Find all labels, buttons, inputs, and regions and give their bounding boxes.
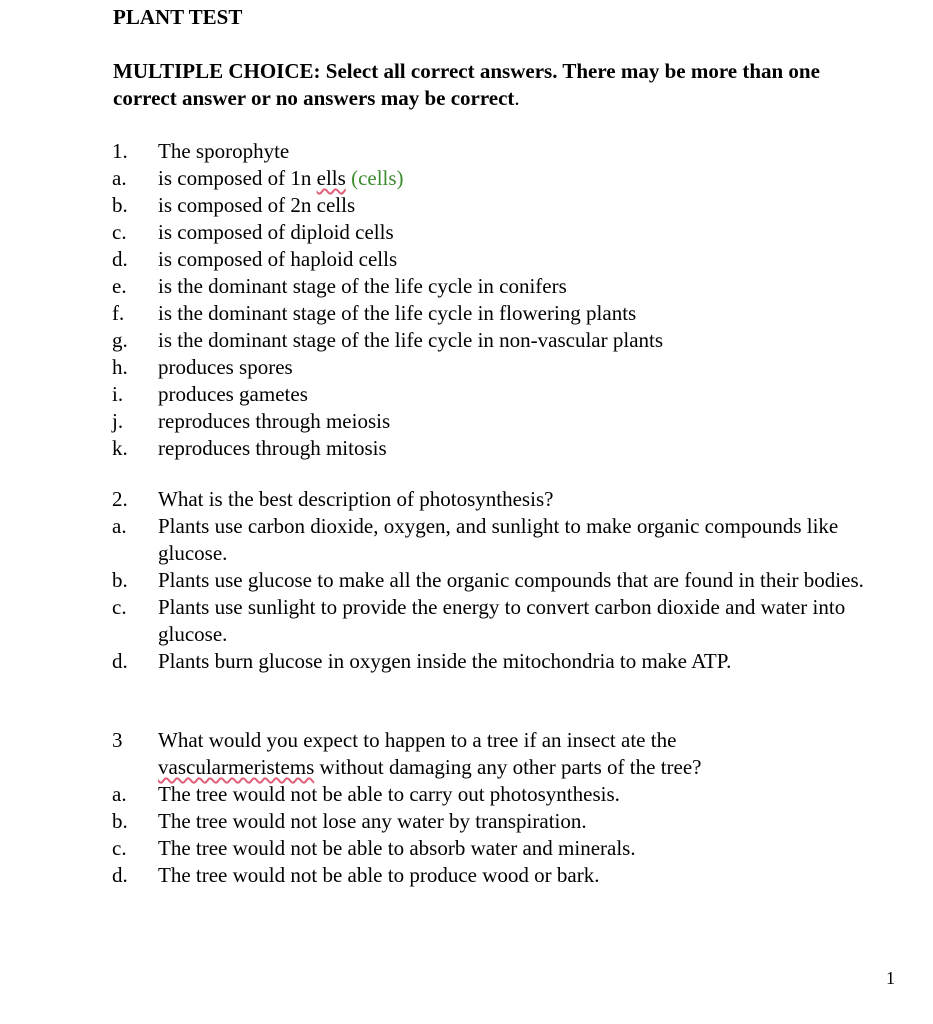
answer-option-d <box>0 862 933 889</box>
answer-option-g <box>0 327 933 354</box>
answer-option-d <box>0 246 933 273</box>
option-text: Plants use sunlight to provide the energy to convert carbon dioxide and water into glucose. <box>158 595 846 646</box>
answer-option-a <box>0 781 933 808</box>
answer-option-h <box>0 354 933 381</box>
answer-option-c <box>0 835 933 862</box>
option-letter: c. <box>112 220 127 244</box>
option-letter: a. <box>112 166 127 190</box>
question-3 <box>0 727 933 889</box>
option-text: Plants use glucose to make all the organic compounds that are found in their bodies. <box>158 568 864 592</box>
option-letter: d. <box>112 649 128 673</box>
answer-option-b <box>0 808 933 835</box>
option-letter: e. <box>112 274 127 298</box>
option-letter: b. <box>112 809 128 833</box>
option-text: produces gametes <box>158 382 308 406</box>
question-1-stem <box>0 138 933 165</box>
option-letter: k. <box>112 436 128 460</box>
question-text: What is the best description of photosynthesis? <box>158 487 554 511</box>
option-text: The tree would not lose any water by transpiration. <box>158 809 587 833</box>
option-letter: a. <box>112 782 127 806</box>
question-1 <box>0 138 933 462</box>
option-text <box>158 165 888 192</box>
question-2 <box>0 486 933 675</box>
option-text: The tree would not be able to produce wood or bark. <box>158 863 600 887</box>
correction-note: (cells) <box>351 166 404 190</box>
answer-option-j <box>0 408 933 435</box>
question-text-rest: without damaging any other parts of the tree? <box>314 755 702 779</box>
option-text: reproduces through meiosis <box>158 409 391 433</box>
option-text: Plants use carbon dioxide, oxygen, and sunlight to make organic compounds like glucose. <box>158 514 839 565</box>
page-number: 1 <box>886 968 895 988</box>
option-letter: i. <box>112 382 124 406</box>
option-text: is composed of diploid cells <box>158 220 394 244</box>
question-text-line-1: What would you expect to happen to a tree if an insect ate the <box>158 728 677 752</box>
option-letter: j. <box>112 409 124 433</box>
option-text: Plants burn glucose in oxygen inside the mitochondria to make ATP. <box>158 649 732 673</box>
answer-option-c <box>0 219 933 246</box>
answer-option-a <box>0 513 933 567</box>
option-letter: c. <box>112 836 127 860</box>
answer-option-d <box>0 648 933 675</box>
answer-option-i <box>0 381 933 408</box>
option-letter: a. <box>112 514 127 538</box>
answer-option-e <box>0 273 933 300</box>
instructions <box>113 58 873 112</box>
answer-option-a <box>0 165 933 192</box>
option-text: reproduces through mitosis <box>158 436 387 460</box>
option-text: The tree would not be able to carry out photosynthesis. <box>158 782 620 806</box>
option-letter: f. <box>112 301 125 325</box>
option-text: is composed of 2n cells <box>158 193 356 217</box>
option-text: The tree would not be able to absorb water and minerals. <box>158 836 636 860</box>
answer-option-b <box>0 567 933 594</box>
question-2-stem <box>0 486 933 513</box>
question-text: The sporophyte <box>158 139 290 163</box>
question-3-stem <box>0 727 933 781</box>
question-text <box>158 727 888 781</box>
misspelled-word[interactable]: vascularmeristems <box>158 755 315 779</box>
option-letter: c. <box>112 595 127 619</box>
option-letter: d. <box>112 247 128 271</box>
option-text: is the dominant stage of the life cycle in flowering plants <box>158 301 637 325</box>
instructions-text: MULTIPLE CHOICE: Select all correct answers. There may be more than one correct answer or no answers may be correct <box>113 59 820 110</box>
option-text: is composed of haploid cells <box>158 247 398 271</box>
answer-option-k <box>0 435 933 462</box>
question-number: 1. <box>112 139 128 163</box>
option-letter: d. <box>112 863 128 887</box>
option-text: produces spores <box>158 355 293 379</box>
instructions-period: . <box>514 86 520 110</box>
question-number: 2. <box>112 487 128 511</box>
answer-option-f <box>0 300 933 327</box>
question-number: 3 <box>112 728 123 752</box>
option-letter: g. <box>112 328 128 352</box>
answer-option-c <box>0 594 933 648</box>
option-text: is the dominant stage of the life cycle in non-vascular plants <box>158 328 664 352</box>
option-text: is the dominant stage of the life cycle in conifers <box>158 274 567 298</box>
answer-option-b <box>0 192 933 219</box>
option-letter: b. <box>112 568 128 592</box>
misspelled-word[interactable]: ells <box>316 166 346 190</box>
option-text-start: is composed of 1n <box>158 166 317 190</box>
option-letter: b. <box>112 193 128 217</box>
option-letter: h. <box>112 355 128 379</box>
test-title: PLANT TEST <box>113 5 243 29</box>
